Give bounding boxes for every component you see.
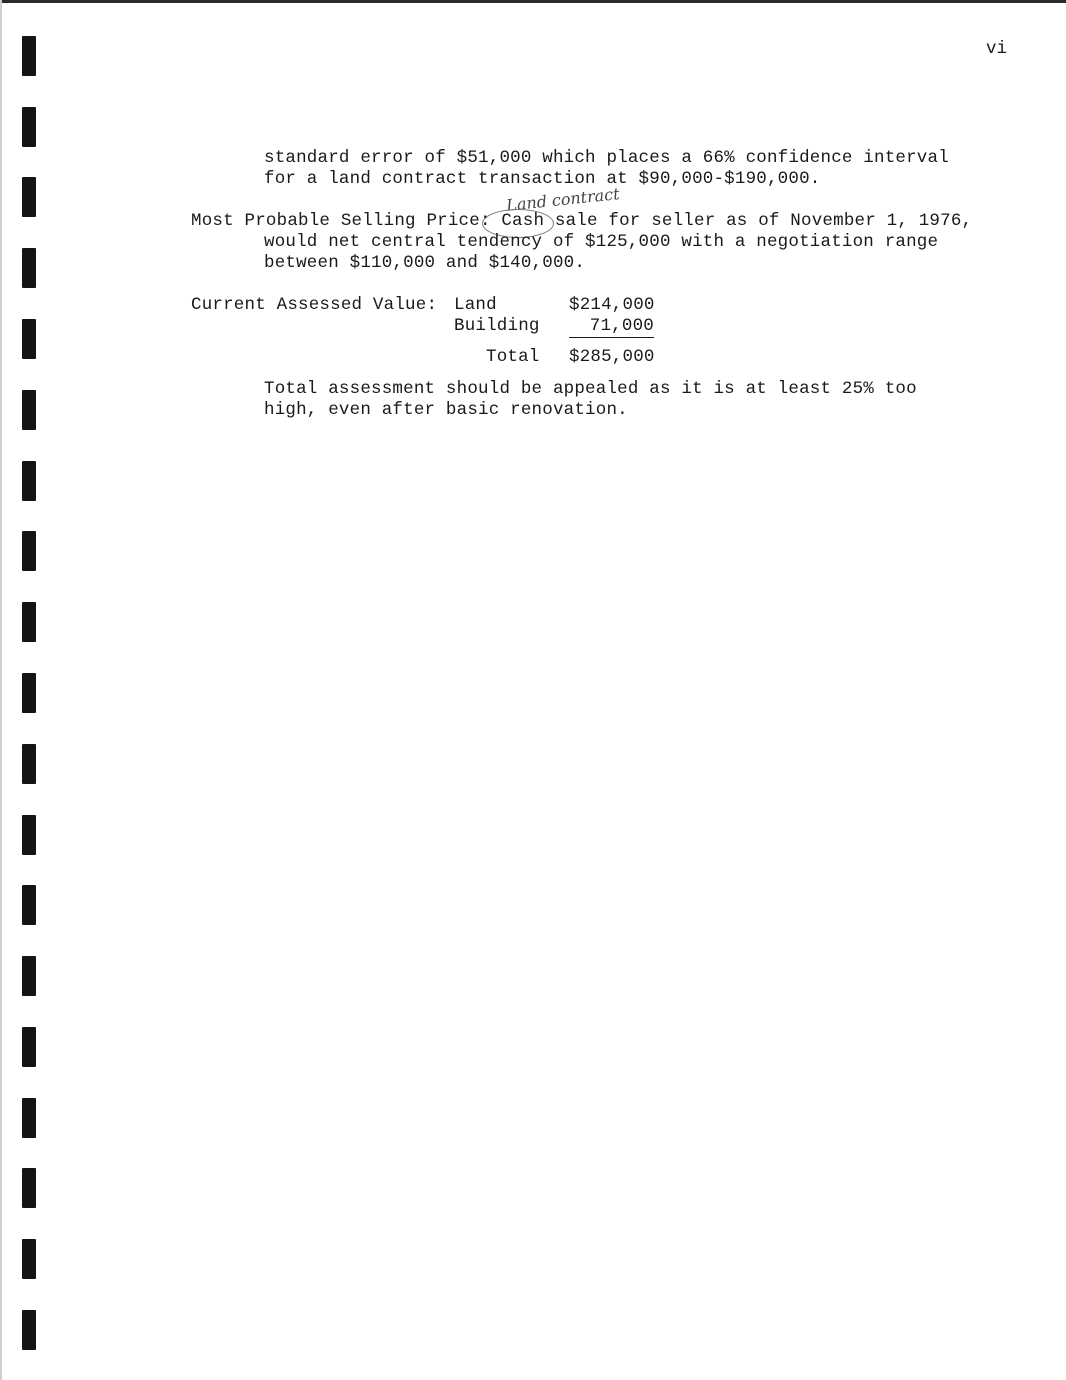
punch-hole <box>22 248 36 288</box>
assessed-row-name: Building <box>454 316 540 336</box>
punch-hole <box>22 673 36 713</box>
punch-hole <box>22 815 36 855</box>
paragraph1-line1: standard error of $51,000 which places a 66% confidence interval <box>264 148 949 168</box>
punch-hole <box>22 1239 36 1279</box>
punch-hole <box>22 1168 36 1208</box>
selling-price-label: Most Probable Selling Price: <box>191 211 491 231</box>
punch-hole <box>22 177 36 217</box>
selling-price-line1-rest: sale for seller as of November 1, 1976, <box>544 211 973 231</box>
assessed-row-value: $214,000 <box>569 295 655 315</box>
punch-hole <box>22 319 36 359</box>
punch-hole <box>22 744 36 784</box>
selling-price-line2: would net central tendency of $125,000 with a negotiation range <box>264 232 939 252</box>
handwritten-insert: Land contract <box>505 184 621 215</box>
selling-price-line3: between $110,000 and $140,000. <box>264 253 586 273</box>
assessed-row-name: Land <box>454 295 497 315</box>
punch-hole <box>22 531 36 571</box>
assessed-row-value: 71,000 <box>569 316 654 338</box>
paragraph1-line2: for a land contract transaction at $90,000-$190,000. <box>264 169 821 189</box>
paragraph2-line1: Total assessment should be appealed as it is at least 25% too <box>264 379 917 399</box>
punch-hole <box>22 602 36 642</box>
punch-hole <box>22 1310 36 1350</box>
punch-hole <box>22 1027 36 1067</box>
punch-hole <box>22 390 36 430</box>
punch-hole <box>22 1098 36 1138</box>
paragraph2-line2: high, even after basic renovation. <box>264 400 628 420</box>
page-number: vi <box>986 39 1008 59</box>
punch-hole <box>22 107 36 147</box>
punch-hole <box>22 956 36 996</box>
punch-hole <box>22 885 36 925</box>
punch-hole <box>22 36 36 76</box>
selling-price-line1 <box>191 211 972 232</box>
assessed-value-label: Current Assessed Value: <box>191 295 438 315</box>
assessed-total-label: Total <box>486 347 540 367</box>
page-left-edge <box>0 0 2 1380</box>
assessed-total-value: $285,000 <box>569 347 655 367</box>
circled-word: Cash <box>501 211 545 231</box>
punch-hole <box>22 461 36 501</box>
page-top-edge <box>0 0 1066 3</box>
